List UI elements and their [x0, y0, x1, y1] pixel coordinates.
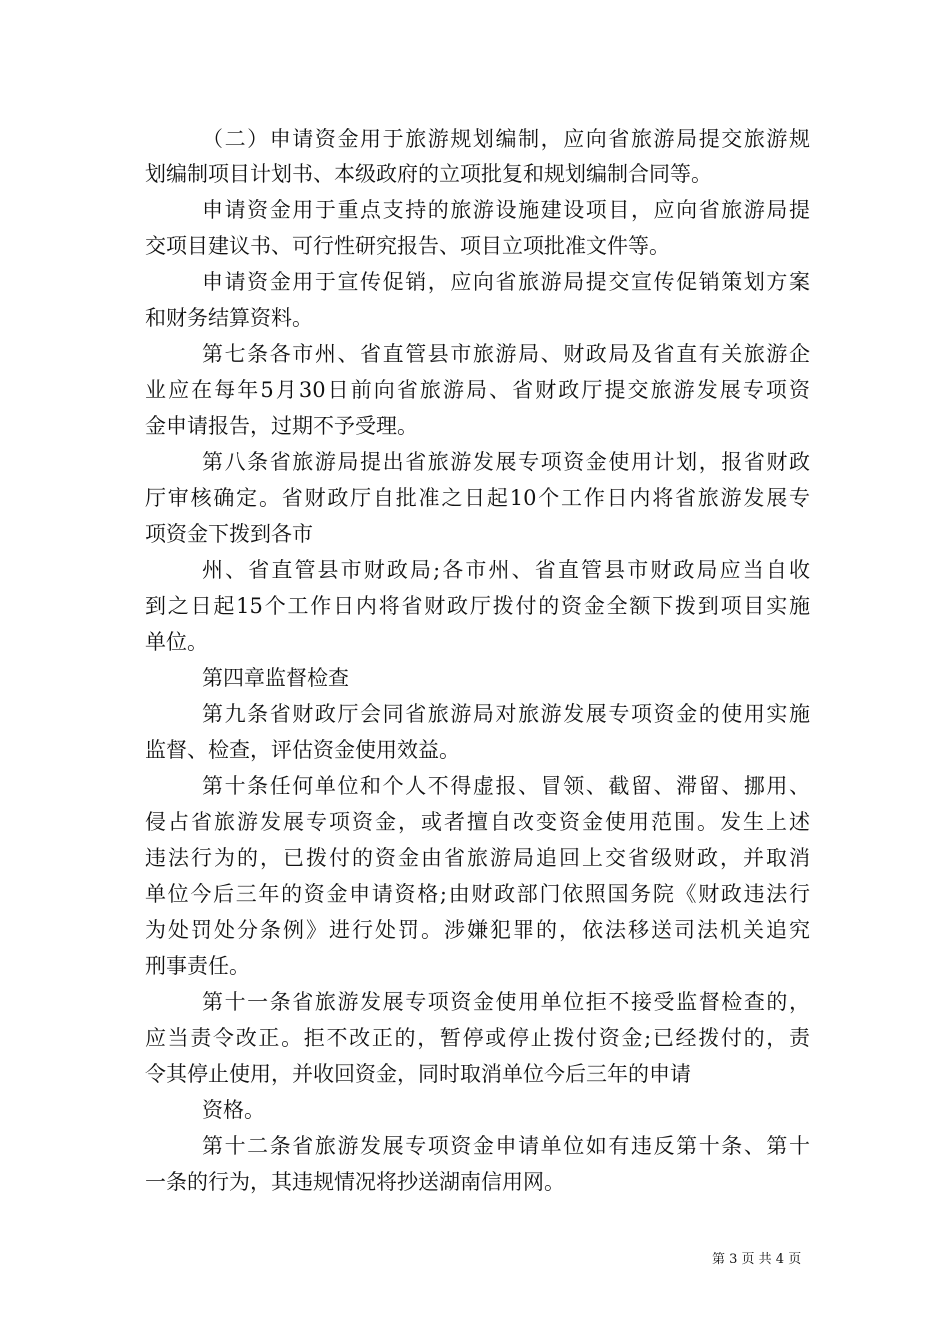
text-line: 划编制项目计划书、本级政府的立项批复和规划编制合同等。 — [145, 162, 712, 186]
text-line: 监督、检查，评估资金使用效益。 — [145, 738, 460, 762]
text-line: 一条的行为，其违规情况将抄送湖南信用网。 — [145, 1170, 565, 1194]
text-line: 为处罚处分条例》进行处罚。涉嫌犯罪的，依法移送司法机关追究 — [145, 918, 810, 942]
text-line: 应当责令改正。拒不改正的，暂停或停止拨付资金;已经拨付的，责 — [145, 1026, 810, 1050]
text-line: 第十二条省旅游发展专项资金申请单位如有违反第十条、第十 — [202, 1134, 810, 1158]
text-line: 第十条任何单位和个人不得虚报、冒领、截留、滞留、挪用、 — [202, 774, 810, 798]
text-line: 单位今后三年的资金申请资格;由财政部门依照国务院《财政违法行 — [145, 882, 810, 906]
section-heading: 第四章监督检查 — [202, 666, 349, 690]
text-line: 到之日起15个工作日内将省财政厅拨付的资金全额下拨到项目实施 — [145, 594, 810, 618]
text-line: 第九条省财政厅会同省旅游局对旅游发展专项资金的使用实施 — [202, 702, 810, 726]
text-line: 州、省直管县市财政局;各市州、省直管县市财政局应当自收 — [202, 558, 810, 582]
text-line: 厅审核确定。省财政厅自批准之日起10个工作日内将省旅游发展专 — [145, 486, 810, 510]
text-line: （二）申请资金用于旅游规划编制，应向省旅游局提交旅游规 — [202, 127, 810, 151]
text-line: 侵占省旅游发展专项资金，或者擅自改变资金使用范围。发生上述 — [145, 810, 810, 834]
text-line: 第七条各市州、省直管县市旅游局、财政局及省直有关旅游企 — [202, 342, 810, 366]
text-line: 申请资金用于宣传促销，应向省旅游局提交宣传促销策划方案 — [202, 270, 810, 294]
text-line: 单位。 — [145, 630, 208, 654]
text-line: 申请资金用于重点支持的旅游设施建设项目，应向省旅游局提 — [202, 198, 810, 222]
text-line: 刑事责任。 — [145, 954, 250, 978]
text-line: 项资金下拨到各市 — [145, 522, 313, 546]
text-line: 令其停止使用，并收回资金，同时取消单位今后三年的申请 — [145, 1062, 691, 1086]
text-line: 交项目建议书、可行性研究报告、项目立项批准文件等。 — [145, 234, 670, 258]
text-line: 违法行为的，已拨付的资金由省旅游局追回上交省级财政，并取消 — [145, 846, 810, 870]
page-number: 第 3 页 共 4 页 — [712, 1252, 802, 1267]
text-line: 和财务结算资料。 — [145, 306, 313, 330]
text-line: 第八条省旅游局提出省旅游发展专项资金使用计划，报省财政 — [202, 450, 810, 474]
text-line: 资格。 — [202, 1098, 265, 1122]
text-line: 第十一条省旅游发展专项资金使用单位拒不接受监督检查的， — [202, 990, 810, 1014]
text-line: 金申请报告，过期不予受理。 — [145, 414, 418, 438]
text-line: 业应在每年5月30日前向省旅游局、省财政厅提交旅游发展专项资 — [145, 378, 810, 402]
